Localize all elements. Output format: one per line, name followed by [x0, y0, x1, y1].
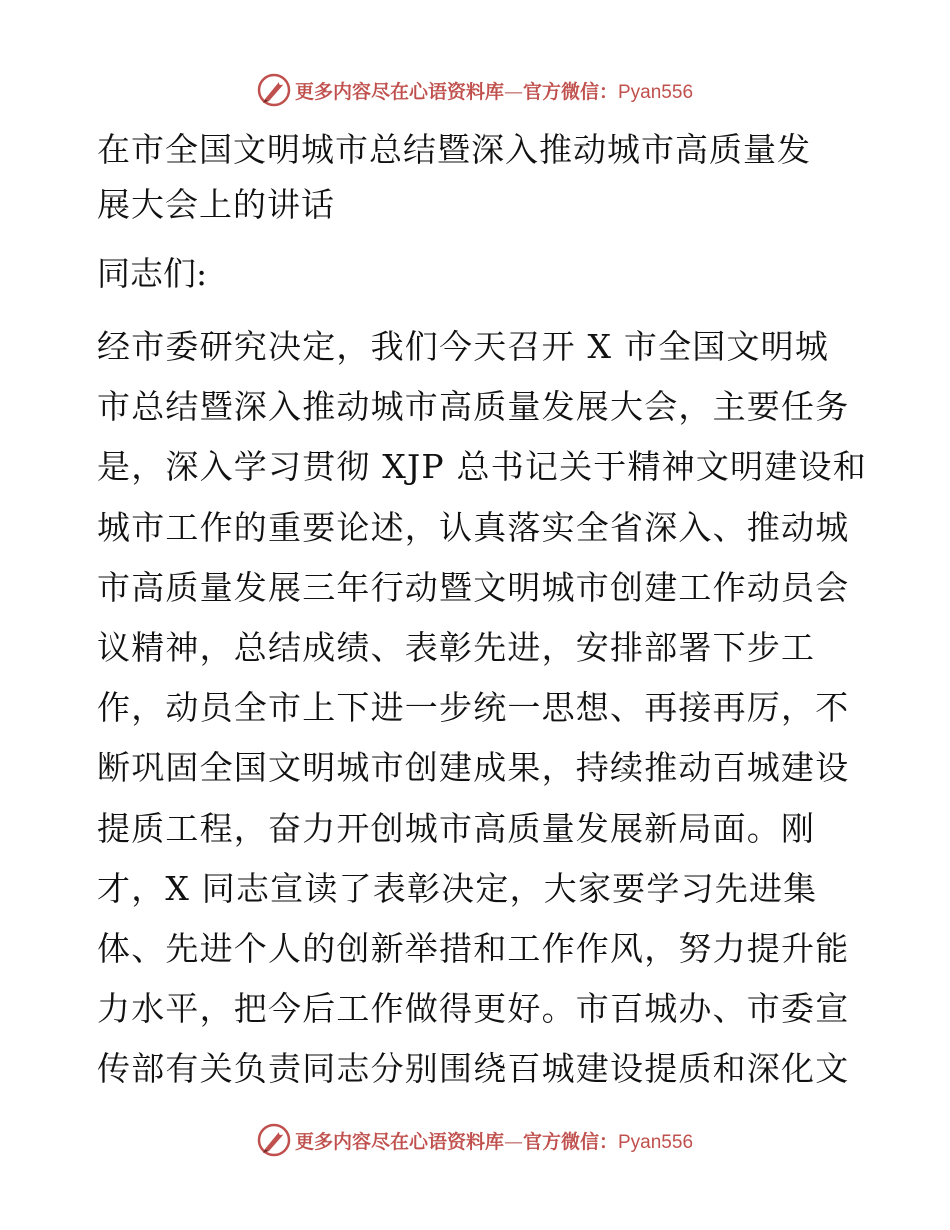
- title-line: 展大会上的讲话: [97, 185, 335, 224]
- body-line: 是，深入学习贯彻 XJP 总书记关于精神文明建设和: [97, 447, 867, 487]
- salutation: 同志们:: [97, 254, 208, 293]
- banner-text: [295, 1127, 693, 1154]
- body-line: 经市委研究决定，我们今天召开 X 市全国文明城: [97, 327, 830, 366]
- banner-text: [295, 77, 693, 104]
- pen-logo-icon: [257, 1123, 291, 1157]
- title-line: 在市全国文明城市总结暨深入推动城市高质量发: [97, 130, 811, 169]
- header-watermark-banner: [0, 70, 950, 110]
- body-paragraph: [97, 317, 867, 1100]
- body-line: 作，动员全市上下进一步统一思想、再接再厉，不: [97, 688, 850, 728]
- banner-dash: —: [503, 80, 523, 103]
- banner-account: Pyan556: [618, 81, 694, 103]
- banner-lead: 更多内容尽在心语资料库: [294, 1130, 504, 1153]
- banner-label: 官方微信：: [522, 80, 618, 103]
- body-line: 才，X 同志宣读了表彰决定，大家要学习先进集: [97, 868, 818, 908]
- body-line: 传部有关负责同志分别围绕百城建设提质和深化文: [97, 1049, 850, 1089]
- body-line: 市高质量发展三年行动暨文明城市创建工作动员会: [97, 567, 850, 607]
- body-line: 断巩固全国文明城市创建成果，持续推动百城建设: [97, 748, 850, 788]
- banner-account: Pyan556: [618, 1131, 694, 1153]
- body-line: 城市工作的重要论述，认真落实全省深入、推动城: [97, 507, 850, 547]
- body-line: 体、先进个人的创新举措和工作作风，努力提升能: [97, 929, 850, 969]
- body-line: 力水平，把今后工作做得更好。市百城办、市委宣: [97, 989, 850, 1029]
- body-line: 议精神，总结成绩、表彰先进，安排部署下步工: [97, 628, 816, 668]
- banner-dash: —: [503, 1130, 523, 1153]
- banner-lead: 更多内容尽在心语资料库: [294, 80, 504, 103]
- pen-logo-icon: [257, 73, 291, 107]
- footer-watermark-banner: [0, 1120, 950, 1160]
- document-body: [97, 122, 867, 1100]
- banner-label: 官方微信：: [522, 1130, 618, 1153]
- body-line: 提质工程，奋力开创城市高质量发展新局面。刚: [97, 808, 816, 848]
- body-line: 市总结暨深入推动城市高质量发展大会，主要任务: [97, 387, 850, 427]
- document-title: [97, 122, 857, 232]
